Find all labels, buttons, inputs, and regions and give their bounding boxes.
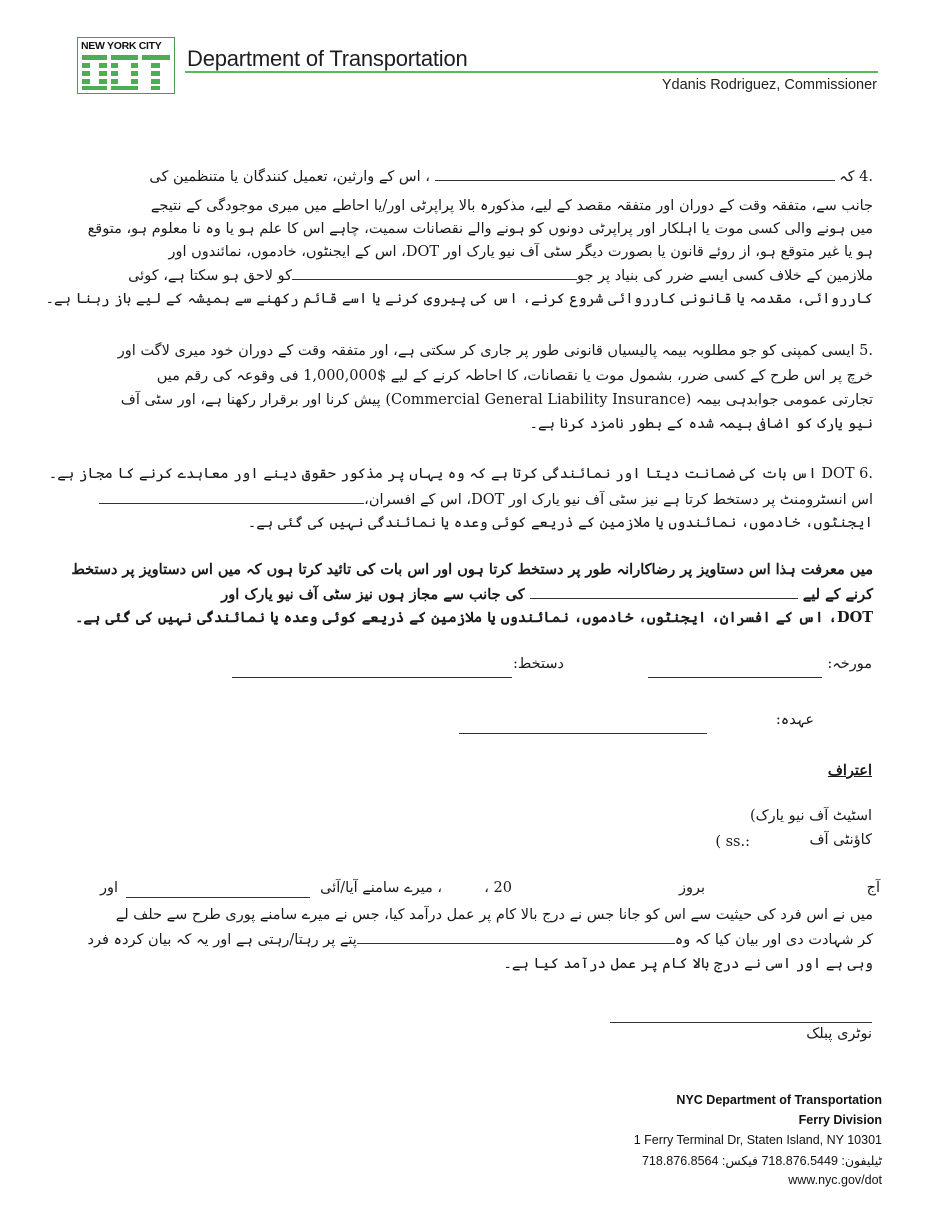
ack-bold-line1: میں معرفت ہذا اس دستاویز پر رضاکارانہ طور پر دستخط کرتا ہوں اور اس بات کی تائید کرتا ہوں کہ میں اس دستاویز پر دستخط (71, 561, 873, 578)
para5-line1: .5 ایسی کمپنی کو جو مطلوبہ بیمہ پالیسیاں قانونی طور پر جاری کر سکتی ہے، اور متفقہ وقت کے دوران خود میری لاگت اور (117, 343, 873, 359)
county-label: کاؤنٹی آف (809, 832, 872, 848)
para6-line1: .6 DOT اس بات کی ضمانت دیتا اور نمائندگی کرتا ہے کہ وہ یہاں پر مذکور حقوق دینے اور معاہدے کرنے کا مجاز ہے۔ (48, 466, 873, 482)
para5-line4: نیو یارک کو اضافی بیمہ شدہ کے بطور نامزد کرنا ہے۔ (529, 416, 873, 432)
para5-line3: تجارتی عمومی جوابدہی بیمہ (Commercial General Liability Insurance) پیش کرنا اور برقرار رکھنا ہے، اور سٹی آف (120, 392, 873, 408)
title-line (459, 733, 707, 734)
ack-bold-line2: کرنے کے لیے کی جانب سے مجاز ہوں نیز سٹی آف نیو یارک اور (221, 586, 873, 603)
para4-blank-name (435, 166, 835, 181)
nyc-dot-logo (77, 37, 175, 94)
para4-number: .4 (859, 169, 873, 185)
signature-line (232, 677, 512, 678)
title-label: عہدہ: (775, 712, 814, 728)
logo-top-text: NEW YORK CITY (81, 40, 171, 52)
notary-year-label: 20 ، (484, 880, 512, 896)
commissioner-name: Ydanis Rodriguez, Commissioner (661, 77, 877, 93)
notary-address-blank (357, 929, 675, 944)
date-label: مورخہ: (827, 656, 872, 672)
para5-line2: خرچ پر اس طرح کے کسی ضرر، بشمول موت یا نقصانات، کا احاطہ کرنے کے لیے $1,000,000 فی وقوعہ کی رقم میں (156, 368, 873, 384)
para4-line3: میں ہونے والی کسی موت یا اہلکار اور پراپرٹی دونوں کو ہونے والے نقصانات سمیت، چاہے اس کا علم ہو یا وہ نا معلوم ہو، متوقع (87, 221, 873, 237)
notary-name-line (126, 897, 310, 898)
dot-logo-icon (80, 53, 172, 91)
ack-bold-line3: DOT، اس کے افسران، ایجنٹوں، خادموں، نمائندوں یا ملازمین کے ذریعے کوئی وعدہ یا نمائندگی نہیں کی گئی ہے۔ (74, 609, 873, 626)
signature-label: دستخط: (513, 656, 564, 672)
para5-number: .5 (859, 343, 873, 359)
footer-division: Ferry Division (798, 1113, 882, 1127)
para4-line1: .4 کہ ، اس کے وارثین، تعمیل کنندگان یا متنظمین کی (149, 166, 873, 187)
notary-public-label: نوٹری پبلک (806, 1026, 872, 1042)
notary-line2: میں نے اس فرد کی حیثیت سے اس کو جانا جس نے درج بالا کام پر عمل درآمد کیا، جس نے میرے سامنے پوری طرح سے حلف لے (115, 907, 873, 923)
ack-blank (530, 584, 798, 599)
para4-blank-party (292, 265, 577, 280)
para4-line5: ملازمین کے خلاف کسی ایسے ضرر کی بنیاد پر جوکو لاحق ہو سکتا ہے، کوئی (128, 265, 873, 286)
para6-line3: ایجنٹوں، خادموں، نمائندوں یا ملازمین کے ذریعے کوئی وعدہ یا نمائندگی نہیں کی گئی ہے۔ (247, 515, 873, 531)
acknowledgment-heading: اعتراف (827, 762, 872, 779)
footer-website[interactable]: www.nyc.gov/dot (788, 1173, 882, 1187)
notary-line3: کر شہادت دی اور بیان کیا کہ وہپتے پر رہتا/رہتی ہے اور یہ کہ بیان کردہ فرد (88, 929, 874, 950)
footer-org: NYC Department of Transportation (676, 1093, 882, 1107)
date-line (648, 677, 822, 678)
notary-on-label: بروز (678, 880, 705, 896)
para6-blank (99, 489, 364, 504)
para4-line2: جانب سے، متفقہ وقت کے دوران اور متفقہ مقصد کے لیے، مذکورہ بالا پراپرٹی اور/یا احاطے میں میری موجودگی کے نتیجے (150, 198, 873, 214)
notary-signature-line (610, 1022, 872, 1023)
header-rule (185, 71, 878, 73)
notary-before-label: ، میرے سامنے آیا/آئی (320, 880, 442, 896)
footer-phone: ٹیلیفون: 718.876.5449 فیکس: 718.876.8564 (641, 1154, 882, 1168)
notary-day-label: آج (866, 880, 880, 896)
footer-address: 1 Ferry Terminal Dr, Staten Island, NY 10301 (633, 1133, 882, 1147)
para4-line6: کارروائی، مقدمہ یا قانونی کارروائی شروع کرنے، اس کی پیروی کرنے یا اسے قائم رکھنے سے ہمیشہ کے لیے باز رہنا ہے۔ (45, 291, 873, 307)
para4-line4: ہو یا غیر متوقع ہو، از روئے قانون یا بصورت دیگر سٹی آف نیو یارک اور DOT، اس کے ایجنٹوں، خادموں، نمائندوں اور (168, 244, 873, 260)
state-line: اسٹیٹ آف نیو یارک) (749, 808, 872, 824)
department-title: Department of Transportation (187, 46, 468, 71)
notary-line4: وہی ہے اور اسی نے درج بالا کام پر عمل درآمد کیا ہے۔ (503, 956, 873, 972)
ss-label: :.ss ) (715, 834, 750, 850)
para6-number: .6 (859, 466, 873, 482)
notary-and-label: اور (100, 880, 119, 896)
para6-line2: اس انسٹرومنٹ پر دستخط کرتا ہے نیز سٹی آف نیو یارک اور DOT، اس کے افسران، (99, 489, 873, 510)
